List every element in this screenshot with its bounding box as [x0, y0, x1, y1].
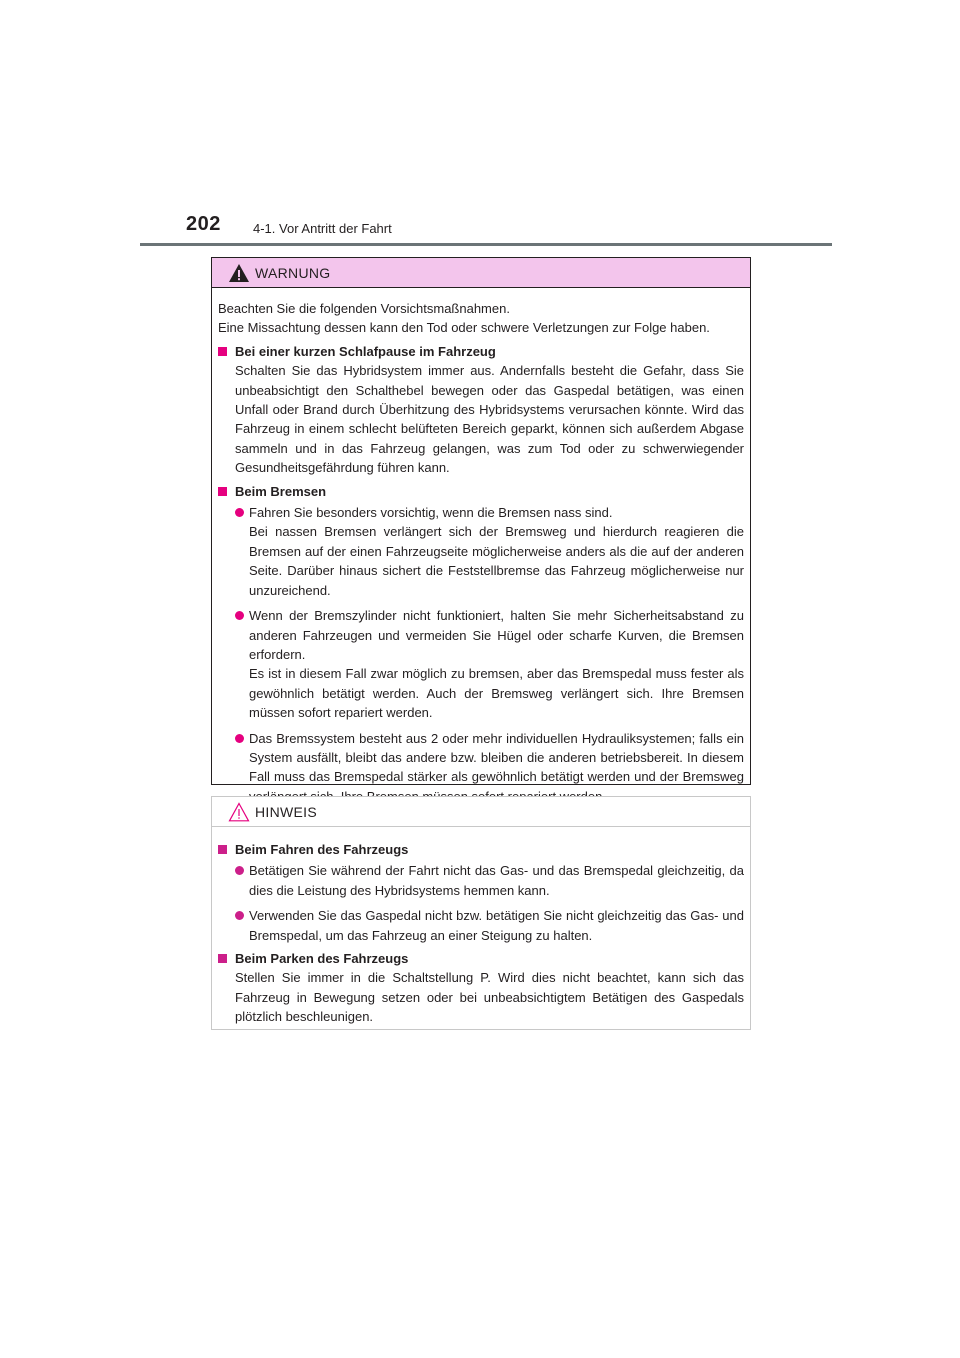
notice-box [211, 796, 751, 1030]
warning-triangle-filled-icon [228, 263, 250, 283]
sub-item [218, 906, 744, 945]
warning-box [211, 257, 751, 785]
notice-body [212, 827, 750, 1027]
warning-item-braking [218, 482, 744, 807]
square-bullet-icon [218, 487, 227, 496]
page-header [0, 0, 960, 250]
square-bullet-icon [218, 845, 227, 854]
caution-triangle-outline-icon [228, 802, 250, 822]
item-heading-text: Beim Bremsen [235, 483, 327, 499]
warning-header [212, 258, 750, 288]
warning-body [212, 288, 750, 806]
sub-item-text: Wenn der Bremszylinder nicht funktioniert, halten Sie mehr Sicherheitsabstand zu anderen Fahrzeugen und vermeiden Sie Hügel oder scharfe Kurven, die Bremsen erfordern. [249, 608, 744, 662]
sub-item [218, 606, 744, 722]
square-bullet-icon [218, 347, 227, 356]
sub-item-text: Fahren Sie besonders vorsichtig, wenn die Bremsen nass sind. [249, 505, 613, 521]
item-heading-text: Bei einer kurzen Schlafpause im Fahrzeug [235, 343, 496, 359]
item-heading-text: Beim Parken des Fahrzeugs [235, 951, 409, 967]
sub-item-text: Es ist in diesem Fall zwar möglich zu bremsen, aber das Bremspedal muss fester als gewöhnlich betätigt werden. Auch der Bremsweg verlängert sich. Ihre Bremsen müssen sofort repariert werden. [249, 666, 744, 721]
circle-bullet-icon [235, 866, 244, 875]
circle-bullet-icon [235, 734, 244, 743]
sub-item-text: Betätigen Sie während der Fahrt nicht das Gas- und das Bremspedal gleichzeitig, da dies die Leistung des Hybridsystems hemmen kann. [249, 863, 744, 898]
circle-bullet-icon [235, 911, 244, 920]
notice-item-driving [218, 840, 744, 945]
sub-item-text: Verwenden Sie das Gaspedal nicht bzw. betätigen Sie nicht gleichzeitig das Gas- und Bremspedal, um das Fahrzeug an einer Steigung zu halten. [249, 908, 744, 943]
notice-label: HINWEIS [255, 804, 317, 820]
item-heading [218, 482, 744, 501]
circle-bullet-icon [235, 611, 244, 620]
item-heading [218, 949, 744, 968]
square-bullet-icon [218, 954, 227, 963]
notice-header [212, 797, 750, 827]
item-heading [218, 342, 744, 361]
page-number: 202 [186, 213, 221, 235]
sub-item [218, 503, 744, 600]
sub-item [218, 729, 744, 807]
item-heading-text: Beim Fahren des Fahrzeugs [235, 842, 409, 857]
item-heading [218, 840, 744, 859]
warning-item-sleep [218, 342, 744, 478]
sub-item [218, 861, 744, 900]
section-title: 4-1. Vor Antritt der Fahrt [253, 221, 392, 236]
warning-intro-line: Eine Missachtung dessen kann den Tod oder schwere Verletzungen zur Folge haben. [218, 320, 710, 336]
item-paragraph: Stellen Sie immer in die Schaltstellung P. Wird dies nicht beachtet, kann sich das Fahrzeug in Bewegung setzen oder bei unbeabsichtigtem Betätigen des Gaspedals plötzlich beschleunigen. [235, 970, 744, 1025]
circle-bullet-icon [235, 508, 244, 517]
sub-item-text: Das Bremssystem besteht aus 2 oder mehr individuellen Hydrauliksystemen; falls ein System ausfällt, bleibt das andere bzw. bleiben die anderen betriebsbereit. In diesem Fall muss das Bremspedal stärker als gewöhnlich betätigt werden und der Bremsweg [249, 730, 744, 785]
warning-intro [218, 299, 744, 338]
item-paragraph: Schalten Sie das Hybridsystem immer aus. Andernfalls besteht die Gefahr, dass Sie unbeabsichtigt den Schalthebel bewegen oder das Gaspedal betätigen, was einen Unfall oder Brand durch Überhitzung des Hybridsystems verursachen könnte. Wird das Fahrzeug in einem schlecht belüfteten Bereich geparkt, können sich außerdem Abgase sammeln und in das Fahrzeug gelangen, was zum Tod oder zu schwerwiegender Gesundheitsgefährdung führen kann. [235, 363, 744, 476]
notice-item-parking [218, 949, 744, 1027]
warning-label: WARNUNG [255, 265, 331, 281]
header-divider [140, 243, 832, 246]
sub-item-text: Bei nassen Bremsen verlängert sich der Bremsweg und hierdurch reagieren die Bremsen auf der einen Fahrzeugseite möglicherweise anders als die auf der anderen Seite. Darüber hinaus sichert die Feststellbremse das Fahrzeug möglicherweise nur unzureichend. [249, 524, 744, 598]
warning-intro-line: Beachten Sie die folgenden Vorsichtsmaßnahmen. [218, 301, 510, 316]
